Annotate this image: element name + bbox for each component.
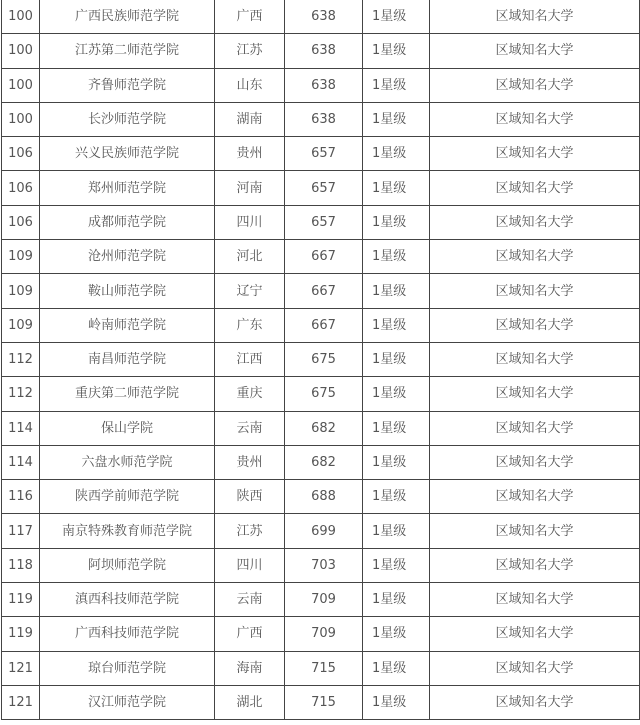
rank-cell: 106 <box>2 137 40 171</box>
province-cell: 辽宁 <box>215 274 285 308</box>
star-level-cell: 1星级 <box>363 274 430 308</box>
score-cell: 638 <box>285 68 363 102</box>
rank-cell: 100 <box>2 102 40 136</box>
university-name-cell: 齐鲁师范学院 <box>40 68 215 102</box>
tier-cell: 区域知名大学 <box>430 137 640 171</box>
province-cell: 湖北 <box>215 685 285 719</box>
score-cell: 699 <box>285 514 363 548</box>
university-name-cell: 汉江师范学院 <box>40 685 215 719</box>
university-name-cell: 南京特殊教育师范学院 <box>40 514 215 548</box>
province-cell: 江苏 <box>215 34 285 68</box>
university-name-cell: 成都师范学院 <box>40 205 215 239</box>
table-row <box>2 480 640 514</box>
university-name-cell: 江苏第二师范学院 <box>40 34 215 68</box>
province-cell: 江西 <box>215 342 285 376</box>
table-row <box>2 651 640 685</box>
star-level-cell: 1星级 <box>363 205 430 239</box>
star-level-cell: 1星级 <box>363 651 430 685</box>
table-row <box>2 0 640 34</box>
score-cell: 703 <box>285 548 363 582</box>
rank-cell: 119 <box>2 583 40 617</box>
star-level-cell: 1星级 <box>363 514 430 548</box>
table-row <box>2 377 640 411</box>
tier-cell: 区域知名大学 <box>430 274 640 308</box>
tier-cell: 区域知名大学 <box>430 68 640 102</box>
star-level-cell: 1星级 <box>363 171 430 205</box>
score-cell: 657 <box>285 171 363 205</box>
rank-cell: 109 <box>2 308 40 342</box>
star-level-cell: 1星级 <box>363 68 430 102</box>
province-cell: 河北 <box>215 240 285 274</box>
province-cell: 陕西 <box>215 480 285 514</box>
province-cell: 江苏 <box>215 514 285 548</box>
score-cell: 715 <box>285 651 363 685</box>
tier-cell: 区域知名大学 <box>430 617 640 651</box>
table-row <box>2 514 640 548</box>
tier-cell: 区域知名大学 <box>430 548 640 582</box>
university-name-cell: 长沙师范学院 <box>40 102 215 136</box>
university-name-cell: 保山学院 <box>40 411 215 445</box>
rank-cell: 109 <box>2 240 40 274</box>
star-level-cell: 1星级 <box>363 308 430 342</box>
university-name-cell: 阿坝师范学院 <box>40 548 215 582</box>
score-cell: 715 <box>285 685 363 719</box>
score-cell: 657 <box>285 205 363 239</box>
tier-cell: 区域知名大学 <box>430 0 640 34</box>
table-row <box>2 411 640 445</box>
rank-cell: 114 <box>2 445 40 479</box>
star-level-cell: 1星级 <box>363 617 430 651</box>
score-cell: 667 <box>285 240 363 274</box>
table-row <box>2 34 640 68</box>
score-cell: 709 <box>285 583 363 617</box>
province-cell: 广西 <box>215 617 285 651</box>
star-level-cell: 1星级 <box>363 0 430 34</box>
table-row <box>2 171 640 205</box>
table-row <box>2 68 640 102</box>
table-row <box>2 617 640 651</box>
score-cell: 709 <box>285 617 363 651</box>
ranking-table-body <box>2 0 640 720</box>
rank-cell: 100 <box>2 68 40 102</box>
rank-cell: 112 <box>2 342 40 376</box>
star-level-cell: 1星级 <box>363 102 430 136</box>
rank-cell: 119 <box>2 617 40 651</box>
star-level-cell: 1星级 <box>363 480 430 514</box>
star-level-cell: 1星级 <box>363 137 430 171</box>
table-row <box>2 205 640 239</box>
table-row <box>2 137 640 171</box>
tier-cell: 区域知名大学 <box>430 205 640 239</box>
province-cell: 贵州 <box>215 445 285 479</box>
score-cell: 682 <box>285 411 363 445</box>
tier-cell: 区域知名大学 <box>430 445 640 479</box>
university-name-cell: 兴义民族师范学院 <box>40 137 215 171</box>
rank-cell: 121 <box>2 685 40 719</box>
university-name-cell: 陕西学前师范学院 <box>40 480 215 514</box>
tier-cell: 区域知名大学 <box>430 102 640 136</box>
province-cell: 河南 <box>215 171 285 205</box>
star-level-cell: 1星级 <box>363 342 430 376</box>
rank-cell: 100 <box>2 34 40 68</box>
score-cell: 667 <box>285 308 363 342</box>
rank-cell: 100 <box>2 0 40 34</box>
rank-cell: 118 <box>2 548 40 582</box>
province-cell: 重庆 <box>215 377 285 411</box>
table-row <box>2 583 640 617</box>
tier-cell: 区域知名大学 <box>430 308 640 342</box>
score-cell: 688 <box>285 480 363 514</box>
table-row <box>2 445 640 479</box>
province-cell: 云南 <box>215 583 285 617</box>
province-cell: 山东 <box>215 68 285 102</box>
table-row <box>2 240 640 274</box>
province-cell: 海南 <box>215 651 285 685</box>
university-name-cell: 广西民族师范学院 <box>40 0 215 34</box>
table-row <box>2 308 640 342</box>
table-row <box>2 342 640 376</box>
university-name-cell: 鞍山师范学院 <box>40 274 215 308</box>
score-cell: 682 <box>285 445 363 479</box>
star-level-cell: 1星级 <box>363 685 430 719</box>
score-cell: 675 <box>285 377 363 411</box>
score-cell: 657 <box>285 137 363 171</box>
university-name-cell: 重庆第二师范学院 <box>40 377 215 411</box>
rank-cell: 106 <box>2 205 40 239</box>
tier-cell: 区域知名大学 <box>430 583 640 617</box>
table-row <box>2 274 640 308</box>
score-cell: 675 <box>285 342 363 376</box>
table-row <box>2 548 640 582</box>
rank-cell: 117 <box>2 514 40 548</box>
province-cell: 云南 <box>215 411 285 445</box>
score-cell: 638 <box>285 102 363 136</box>
tier-cell: 区域知名大学 <box>430 411 640 445</box>
province-cell: 贵州 <box>215 137 285 171</box>
star-level-cell: 1星级 <box>363 34 430 68</box>
table-row <box>2 102 640 136</box>
tier-cell: 区域知名大学 <box>430 240 640 274</box>
university-name-cell: 郑州师范学院 <box>40 171 215 205</box>
star-level-cell: 1星级 <box>363 445 430 479</box>
rank-cell: 106 <box>2 171 40 205</box>
tier-cell: 区域知名大学 <box>430 480 640 514</box>
university-name-cell: 滇西科技师范学院 <box>40 583 215 617</box>
star-level-cell: 1星级 <box>363 377 430 411</box>
university-name-cell: 沧州师范学院 <box>40 240 215 274</box>
province-cell: 广东 <box>215 308 285 342</box>
tier-cell: 区域知名大学 <box>430 171 640 205</box>
province-cell: 广西 <box>215 0 285 34</box>
star-level-cell: 1星级 <box>363 583 430 617</box>
tier-cell: 区域知名大学 <box>430 34 640 68</box>
tier-cell: 区域知名大学 <box>430 342 640 376</box>
tier-cell: 区域知名大学 <box>430 514 640 548</box>
province-cell: 四川 <box>215 548 285 582</box>
tier-cell: 区域知名大学 <box>430 377 640 411</box>
score-cell: 638 <box>285 0 363 34</box>
university-name-cell: 六盘水师范学院 <box>40 445 215 479</box>
star-level-cell: 1星级 <box>363 548 430 582</box>
rank-cell: 114 <box>2 411 40 445</box>
rank-cell: 121 <box>2 651 40 685</box>
score-cell: 638 <box>285 34 363 68</box>
star-level-cell: 1星级 <box>363 411 430 445</box>
tier-cell: 区域知名大学 <box>430 651 640 685</box>
score-cell: 667 <box>285 274 363 308</box>
university-name-cell: 岭南师范学院 <box>40 308 215 342</box>
rank-cell: 112 <box>2 377 40 411</box>
table-row <box>2 685 640 719</box>
tier-cell: 区域知名大学 <box>430 685 640 719</box>
rank-cell: 109 <box>2 274 40 308</box>
university-name-cell: 广西科技师范学院 <box>40 617 215 651</box>
ranking-table <box>1 0 640 720</box>
star-level-cell: 1星级 <box>363 240 430 274</box>
university-name-cell: 南昌师范学院 <box>40 342 215 376</box>
province-cell: 湖南 <box>215 102 285 136</box>
university-name-cell: 琼台师范学院 <box>40 651 215 685</box>
province-cell: 四川 <box>215 205 285 239</box>
rank-cell: 116 <box>2 480 40 514</box>
